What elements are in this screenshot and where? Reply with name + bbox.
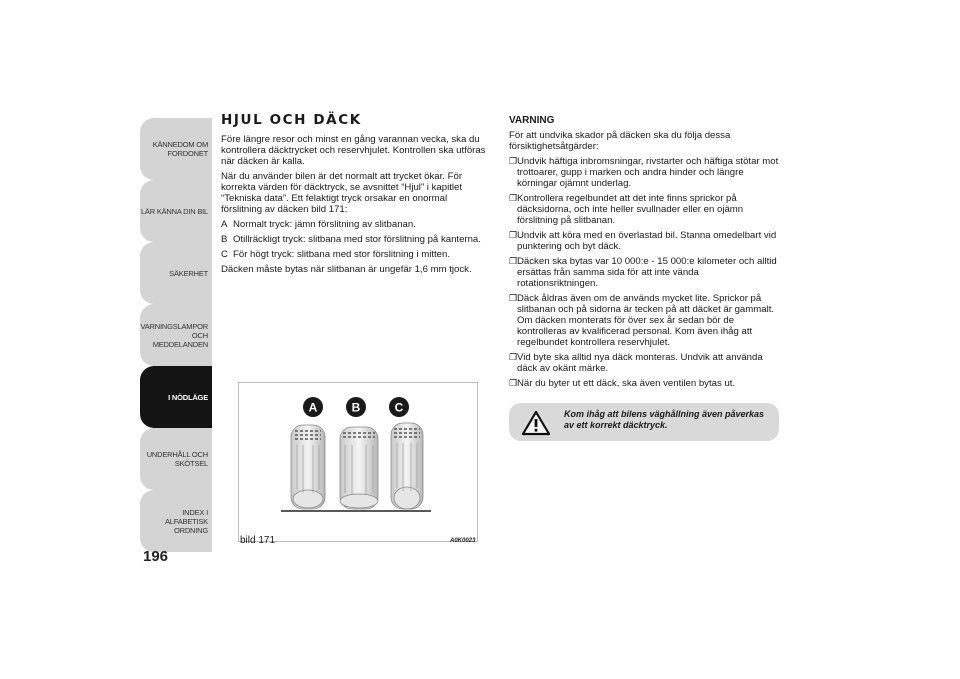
item-text: Normalt tryck: jämn förslitning av slitbanan. — [233, 219, 416, 230]
item-letter: B — [221, 234, 228, 245]
note-box — [509, 403, 779, 441]
checkbox-bullet-icon: ❐ — [509, 156, 518, 166]
bullet-text: Kontrollera regelbundet att det inte finns sprickor på däcksidorna, och inte heller svullnader eller en ojämn förslitning på slitbanan. — [517, 193, 744, 226]
bullet-text: Undvik häftiga inbromsningar, rivstarter och häftiga stötar mot trottoarer, gupp i marken och andra hinder och längre körningar ojämnt underlag. — [517, 156, 779, 189]
closing-paragraph: Däcken måste bytas när slitbanan är ungefär 1,6 mm tjock. — [221, 264, 472, 275]
bullet-text: Undvik att köra med en överlastad bil. Stanna omedelbart vid punktering och byt däck. — [517, 230, 777, 252]
checkbox-bullet-icon: ❐ — [509, 378, 518, 388]
list-item — [509, 230, 779, 252]
bullet-text: Däck åldras även om de används mycket lite. Sprickor på slitbanan och på sidorna är tecken på att däcket är gammalt. Om däcken monterats för över sex år sedan bör de kontrolleras av kvalificerad personal. Kom även ihåg att regelbundet kontrollera reservhjulet. — [517, 293, 775, 348]
checkbox-bullet-icon: ❐ — [509, 230, 518, 240]
svg-text:C: C — [394, 400, 404, 415]
tab-sakerhet[interactable]: SÄKERHET — [140, 242, 212, 304]
list-item — [509, 256, 779, 289]
tyre-b — [340, 427, 378, 509]
list-item — [221, 234, 489, 245]
bullet-text: När du byter ut ett däck, ska även ventilen bytas ut. — [517, 378, 736, 389]
figure-caption: bild 171 — [240, 535, 276, 546]
note-text: Kom ihåg att bilens väghållning även påverkas av ett korrekt däcktryck. — [564, 409, 765, 430]
tab-varningslampor[interactable]: VARNINGSLAMPOR OCH MEDDELANDEN — [140, 304, 212, 366]
tab-index[interactable]: INDEX I ALFABETISK ORDNING — [140, 490, 212, 552]
label-a — [303, 397, 323, 417]
intro-paragraph: Före längre resor och minst en gång varannan vecka, ska du kontrollera däcktrycket och reservhjulet. Kontrollen ska utföras när däcken är kalla. — [221, 134, 486, 167]
tyre-a — [291, 425, 325, 509]
pressure-paragraph: När du använder bilen är det normalt att trycket ökar. För korrekta värden för däcktryck, se avsnittet “Hjul” i kapitlet “Tekniska data”. Ett felaktigt tryck orsakar en onormal förslitning av däcken bild 171: — [221, 171, 463, 215]
warning-triangle-icon — [521, 410, 551, 436]
tab-i-nodlage[interactable]: I NÖDLÄGE — [140, 366, 212, 428]
bullet-text: Vid byte ska alltid nya däck monteras. Undvik att använda däck av okänt märke. — [517, 352, 763, 374]
list-item — [509, 293, 779, 348]
tab-lar-kanna-din-bil[interactable]: LÄR KÄNNA DIN BIL — [140, 180, 212, 242]
item-text: Otillräckligt tryck: slitbana med stor förslitning på kanterna. — [233, 234, 481, 245]
svg-text:A: A — [308, 400, 318, 415]
warning-intro: För att undvika skador på däcken ska du följa dessa försiktighetsåtgärder: — [509, 130, 731, 152]
item-letter: C — [221, 249, 228, 260]
tyre-section — [221, 112, 489, 279]
bullet-text: Däcken ska bytas var 10 000:e - 15 000:e kilometer och alltid ersättas från samma sida för att inte vända rotationsriktningen. — [517, 256, 777, 289]
checkbox-bullet-icon: ❐ — [509, 293, 518, 303]
list-item — [509, 378, 779, 389]
item-text: För högt tryck: slitbana med stor förslitning i mitten. — [233, 249, 451, 260]
checkbox-bullet-icon: ❐ — [509, 352, 518, 362]
tyre-c — [391, 423, 423, 509]
list-item — [509, 352, 779, 374]
section-title: HJUL OCH DÄCK — [221, 112, 362, 128]
item-letter: A — [221, 219, 228, 230]
list-item — [221, 249, 489, 260]
label-b — [346, 397, 366, 417]
tab-underhall-och-skotsel[interactable]: UNDERHÅLL OCH SKÖTSEL — [140, 428, 212, 490]
svg-text:B: B — [351, 400, 361, 415]
checkbox-bullet-icon: ❐ — [509, 256, 518, 266]
list-item — [509, 156, 779, 189]
tab-kannedom-om-fordonet[interactable]: KÄNNEDOM OM FORDONET — [140, 118, 212, 180]
list-item — [509, 193, 779, 226]
figure-code: A0K0023 — [450, 538, 476, 544]
page-number: 196 — [143, 548, 169, 565]
list-item — [221, 219, 489, 230]
warning-heading: VARNING — [509, 115, 555, 126]
label-c — [389, 397, 409, 417]
tyre-wear-illustration — [239, 383, 477, 541]
warning-section — [509, 115, 779, 393]
tyre-wear-figure — [238, 382, 478, 542]
checkbox-bullet-icon: ❐ — [509, 193, 518, 203]
